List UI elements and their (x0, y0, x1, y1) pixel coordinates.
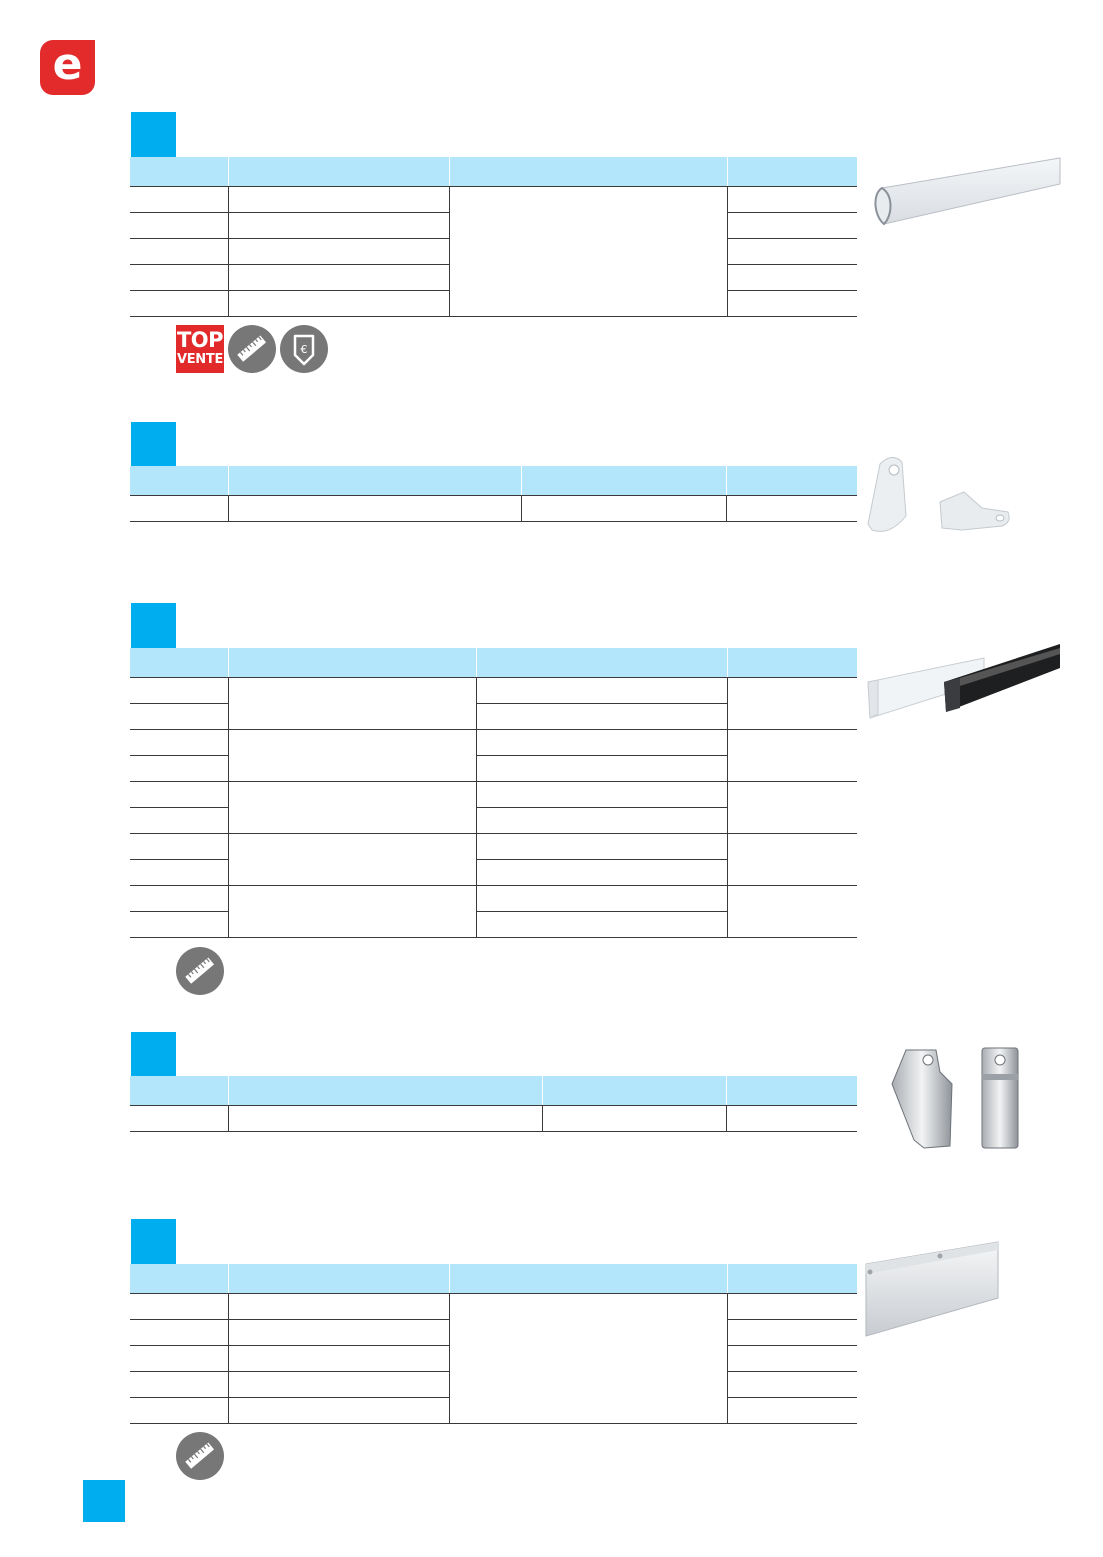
table-row (130, 187, 857, 213)
ruler-icon (176, 1432, 224, 1480)
section-1-marker (131, 112, 176, 157)
ruler-icon (228, 325, 276, 373)
section-5-table (130, 1264, 857, 1424)
top-vente-badge (176, 325, 224, 373)
table-header-row (130, 1076, 857, 1106)
product-image-plastic-brackets (862, 452, 1022, 542)
section-4-table (130, 1076, 857, 1132)
top-vente-line2: VENTE (176, 352, 224, 367)
section-3-table (130, 648, 857, 938)
table-header-row (130, 1264, 857, 1294)
euro-symbol: € (300, 343, 308, 356)
table-header-row (130, 157, 857, 187)
table-row (130, 782, 857, 808)
table-row (130, 1294, 857, 1320)
brand-logo (40, 40, 95, 95)
table-row (130, 834, 857, 860)
table-row (130, 886, 857, 912)
page-marker (83, 1480, 125, 1522)
table-header-row (130, 466, 857, 496)
section-5-marker (131, 1219, 176, 1264)
logo-letter: e (52, 39, 83, 90)
price-tag-euro-icon (280, 325, 328, 373)
section-2-marker (131, 422, 176, 467)
product-image-metal-clips (884, 1044, 1034, 1156)
product-image-aluminium-rail (862, 1238, 1002, 1342)
table-header-row (130, 648, 857, 678)
product-image-u-profiles (864, 638, 1064, 728)
section-3-marker (131, 603, 176, 648)
section-1-table (130, 157, 857, 317)
table-row (130, 1106, 857, 1132)
table-row (130, 496, 857, 522)
product-image-tube-profile (870, 150, 1070, 240)
table-row (130, 678, 857, 704)
top-vente-line1: TOP (176, 328, 224, 352)
section-2-table (130, 466, 857, 522)
ruler-icon (176, 947, 224, 995)
table-row (130, 730, 857, 756)
section-4-marker (131, 1032, 176, 1077)
